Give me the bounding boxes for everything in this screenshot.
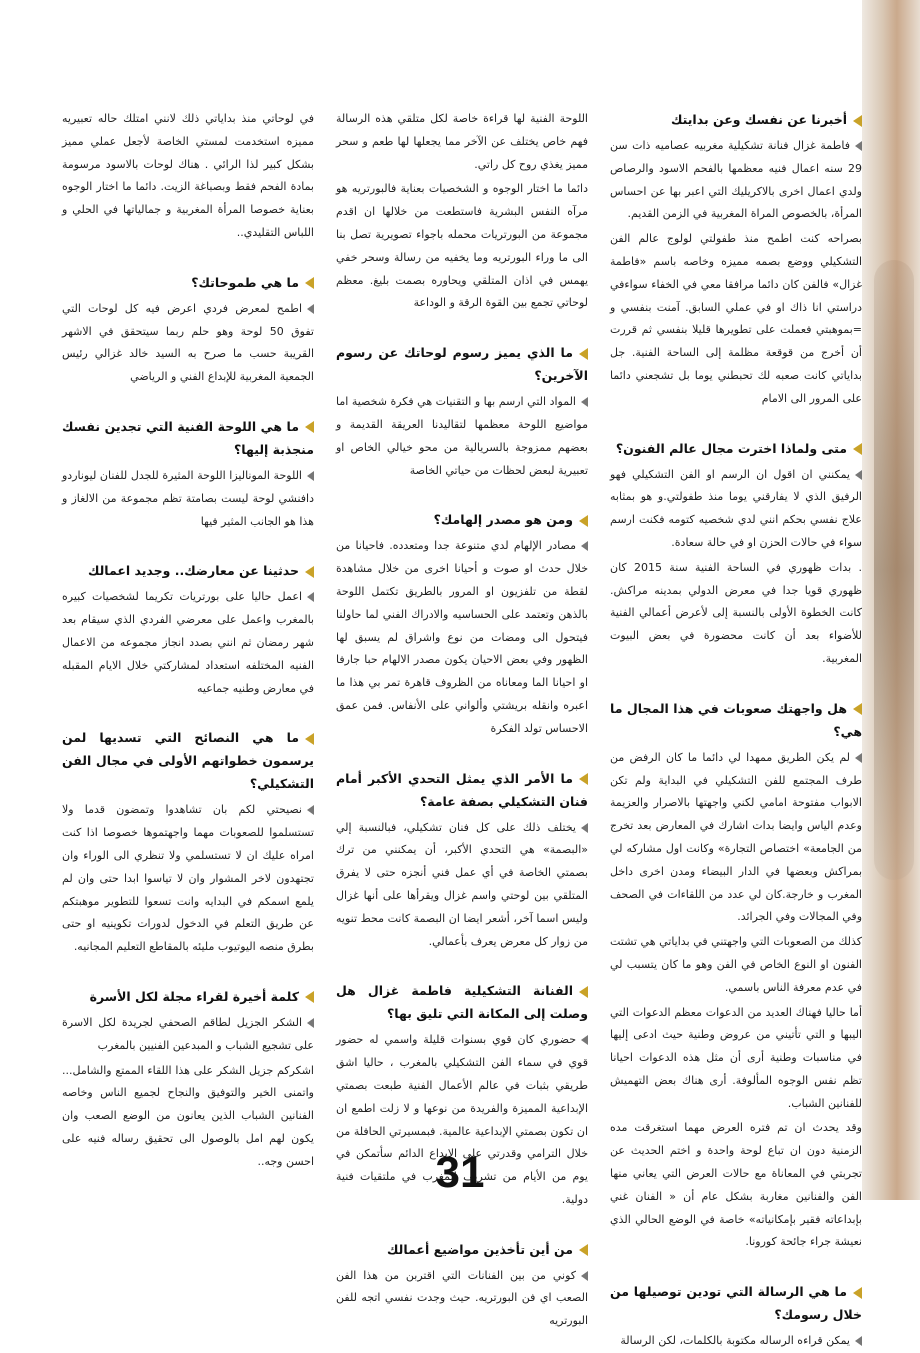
question-heading: أخبرنا عن نفسك وعن بدايتك bbox=[610, 108, 862, 131]
answer-paragraph: اللوحة الموناليزا اللوحة المثيرة للجدل للفنان ليوناردو دافنشي لوحة ليست بصامتة تظم مجموعة من الالغاز و هذا هو الجانب المثير فيها bbox=[62, 468, 314, 528]
qa-section bbox=[336, 767, 588, 954]
answer-paragraph: دائما ما اختار الوجوه و الشخصيات بعناية فالبورتريه هو مرآه النفس البشرية فاستطعت من خلالها ان اقدم مجموعة من البورتريات محمله باجواء تصويرية تصل بنا الى ما وراء البورتريه وما يخفيه من رسالة وسحر خفي يهمس في اذان المتلقي ويحاوره بصمت بليغ. معظم لوحاتي تجمع بين القوة الرقة و الوداعة bbox=[336, 182, 588, 310]
qa-section bbox=[610, 1280, 862, 1353]
qa-section bbox=[336, 508, 588, 740]
answer-paragraph: حضوري كان قوي بسنوات قليلة واسمي له حضور قوي في سماء الفن التشكيلي بالمغرب ، حاليا اشق طريقي بثبات في عالم الأعمال الفنية طبعت بصمتي الإبداعية المميزة والفريدة من نوعها و لا زلت اطمع ان ان تكون بصمتي الإبداعية عالمية. فبمسيرتي الحافلة من خلال الترامي وقدرتي على الإبداع الدائم سأتمكن في يوم من الأيام من تشريف المغرب في ملتقيات فنية دولية. bbox=[336, 1033, 588, 1206]
triangle-bullet-icon bbox=[305, 277, 314, 289]
qa-section bbox=[610, 108, 862, 411]
qa-section bbox=[336, 108, 588, 315]
triangle-bullet-icon bbox=[579, 348, 588, 360]
pointer-icon bbox=[855, 753, 862, 763]
answer-paragraph: اشكركم جزيل الشكر على هذا اللقاء الممتع والشامل... واتمنى الخير والتوفيق والنجاح لجميع الناس وخاصه الفنانين الشباب الذين يعانون من الوضع الصعب وان يكون لهم امل بالوصول الى تحقيق رساله فنيه على احسن وجه.. bbox=[62, 1063, 314, 1168]
question-heading: حدثينا عن معارضك.. وجديد اعمالك bbox=[62, 559, 314, 582]
qa-section bbox=[62, 415, 314, 533]
answer-paragraph: بصراحه كنت اطمح منذ طفولتي لولوج عالم الفن التشكيلي ووضع بصمه مميزه وخاصه باسم «فاطمة غزال» فالفن كان دائما مرافقا معي في الخفاء سواءفي دراستي انا ذاك او في عملي السابق. آمنت بنفسي و =بموهبتي فعملت على تطويرها قليلا بنفسي ثم قررت أن أخرج من قوقعة مظلمة إلى الساحة الفنية. جل بداياتي كانت صعبه لك تحبطني يوما بل تشجعني دائما على المرور الى الامام bbox=[610, 232, 862, 405]
qa-section bbox=[62, 108, 314, 245]
triangle-bullet-icon bbox=[305, 733, 314, 745]
answer-paragraph: الشكر الجزيل لطاقم الصحفي لجريدة لكل الاسرة على تشجيع الشباب و المبدعين الفنيين بالمغرب bbox=[62, 1015, 314, 1052]
triangle-bullet-icon bbox=[579, 515, 588, 527]
triangle-bullet-icon bbox=[579, 773, 588, 785]
question-heading: متى ولماذا اخترت مجال عالم الفنون؟ bbox=[610, 437, 862, 460]
question-heading: ما هي اللوحة الفنية التي تجدين نفسك منجذبة إليها؟ bbox=[62, 418, 314, 457]
question-heading: ما الأمر الذي يمثل التحدي الأكبر أمام فنان التشكيلي بصفة عامة؟ bbox=[336, 770, 588, 809]
answer-paragraph: يمكن قراءه الرساله مكتوبة بالكلمات، لكن الرسالة bbox=[610, 1330, 862, 1353]
question-heading: ما هي النصائح التي تسديها لمن يرسمون خطواتهم الأولى في مجال الفن التشكيلي؟ bbox=[62, 730, 314, 792]
triangle-bullet-icon bbox=[853, 115, 862, 127]
qa-section bbox=[62, 985, 314, 1174]
answer-paragraph: نصيحتي لكم بان تشاهدوا وتمضون قدما ولا تستسلموا للصعوبات مهما واجهتموها خصوصا اذا كنت امراه عليك ان لا تستسلمي ولا تنظري الى الوراء وان تجتهدون لاخر المشوار وان لا تياسوا ابدا حتى وان لم يلمع اسمكم في البدايه وانت تسعوا للتطوير موهبتكم عن طريق التعلم في الدخول لدورات تكوينيه او حتى بطرق منصه اليوتيوب مليئه بالمقاطع التعليم المجانيه. bbox=[62, 803, 314, 954]
answer-paragraph: يمكنني ان اقول ان الرسم او الفن التشكيلي فهو الرفيق الذي لا يفارقني يوما منذ طفولتي.و هو بمثابه علاج نفسي بحكم انني لدي شخصيه كتومه فكنت ارسم سواء في حالات الحزن او في حالة سعادة. bbox=[610, 467, 862, 549]
pointer-icon bbox=[307, 805, 314, 815]
pointer-icon bbox=[581, 1271, 588, 1281]
qa-section bbox=[62, 726, 314, 959]
pointer-icon bbox=[307, 471, 314, 481]
pointer-icon bbox=[581, 541, 588, 551]
question-heading: من أين تأخذين مواضيع أعمالك bbox=[336, 1238, 588, 1261]
question-heading: هل واجهتك صعوبات في هذا المجال ما هي؟ bbox=[610, 700, 862, 739]
triangle-bullet-icon bbox=[579, 986, 588, 998]
pointer-icon bbox=[855, 1336, 862, 1346]
answer-paragraph: اللوحة الفنية لها قراءة خاصة لكل متلقي هذه الرسالة فهم خاص يختلف عن الآخر مما يجعلها لها طعم و سحر مميز يغذي روح كل راتي. bbox=[336, 112, 588, 171]
pointer-icon bbox=[855, 470, 862, 480]
qa-section bbox=[62, 271, 314, 389]
answer-paragraph: لم يكن الطريق ممهدا لي دائما ما كان الرفض من طرف المجتمع للفن التشكيلي في البداية ولم تكن الابواب مفتوحة امامي لكني واجهتها بالاصرار والعزيمة وعدم الياس وايضا بدات اشارك في المعارض بعد تخرج من الجامعة» اختصاص التجارة» وكانت اول مشاركه لي بمراكش وبعضها في الدار البيضاء ومدن اخرى داخل المغرب و خارجة.كان لي عدد من اللقاءات في الصحف وفي المجالات وفي الجرائد. bbox=[610, 750, 862, 924]
answer-paragraph: أما حاليا فهناك العديد من الدعوات معظم الدعوات التي اليبها و التي تأتيني من عروض وطنية حيث ادعى إليها في مناسبات وطنية أرى أن مثل هذه الدعوات احيانا تظم نفس الوجوه المألوفة. أرى هناك بعض التهميش للفنانين الشباب. bbox=[610, 1005, 862, 1110]
answer-paragraph: . بدات ظهوري في الساحة الفنية سنة 2015 كان ظهوري قويا جدا في معرض الدولي بمدينه مراكش. كانت الخطوة الأولى بالنسبة إلى لأعرض أعمالي الفنية للأضواء بعد أن كانت محضورة في بعض البيوت المغربية. bbox=[610, 560, 862, 665]
answer-paragraph: كذلك من الصعوبات التي واجهتني في بداياتي هي تشتت الفنون او النوع الخاص في الفن وهو ما كان يتسبب لي في عدم معرفة الناس باسمي. bbox=[610, 935, 862, 994]
page-number: 31 bbox=[435, 1148, 485, 1197]
triangle-bullet-icon bbox=[853, 443, 862, 455]
triangle-bullet-icon bbox=[305, 566, 314, 578]
column-right bbox=[610, 108, 862, 1348]
qa-section bbox=[62, 559, 314, 700]
question-heading: ما هي طموحاتك؟ bbox=[62, 271, 314, 294]
pointer-icon bbox=[307, 1018, 314, 1028]
pointer-icon bbox=[855, 141, 862, 151]
pointer-icon bbox=[307, 592, 314, 602]
answer-paragraph: اطمح لمعرض فردي اعرض فيه كل لوحات التي تفوق 50 لوحة وهو حلم ربما سيتحقق في الاشهر القريبة حسب ما صرح به السيد خالد غزالي رئيس الجمعية المغربية للإبداع الفني و الرياضي bbox=[62, 301, 314, 384]
answer-paragraph: في لوحاتي منذ بداياتي ذلك لانني امتلك حاله تعبيريه مميزه استخدمت لمستي الخاصة لأجعل عملي مميز بشكل كبير لذا الرائي . هناك لوحات بالاسود مرسومة بمادة الفحم فقط وبصباغة الزيت. دائما ما اختار الوجوه بعناية خصوصا المرأة المغربية و جمالياتها في الحلي و اللباس التقليدي.. bbox=[62, 112, 314, 239]
answer-paragraph: المواد التي ارسم بها و التقنيات هي فكرة شخصية اما مواضيع اللوحة معظمها لتقاليدنا العريقة القديمة و بعضهم ممزوجة بالسريالية من محو خيالي الخاص او تعبيرية لبعض لحظات من حياتي الخاصة bbox=[336, 395, 588, 477]
triangle-bullet-icon bbox=[305, 421, 314, 433]
pointer-icon bbox=[307, 304, 314, 314]
column-left bbox=[62, 108, 314, 1168]
pointer-icon bbox=[581, 397, 588, 407]
question-heading: ومن هو مصدر إلهامك؟ bbox=[336, 508, 588, 531]
answer-paragraph: مصادر الإلهام لدي متنوعة جدا ومتعدده. فاحيانا من خلال حدث او صوت و أحيانا اخرى من خلال مشاهدة لقطة من تلفزيون او المرور بالطريق تكتمل اللوحة بالذهن وتعتمد على الحساسيه والادراك الفني لما حاولنا فيتحول الى ومضات من نوع واشراق لم يسبق لها الظهور وفي بعض الاحيان يكون مصدر الالهام حبا جارفا او احيانا الما ومعاناه من الظروف قاهرة تمر بي هذا ما اعبره وانقله بريشتي وألواني على الأنفاس. فمن عمق الاحساس تولد الفكرة bbox=[336, 539, 588, 735]
pointer-icon bbox=[581, 1035, 588, 1045]
qa-section bbox=[610, 437, 862, 671]
answer-paragraph: اعمل حاليا على بورتريات تكريما لشخصيات كبيره بالمغرب واعمل على معرضي الفردي الذي سيقام بعد شهر رمضان ثم انني بصدد انجاز مجموعه من الاعمال الفنيه المختلفه استعداد لمشاركتي خلال الايام المقبله في معارض وطنيه جماعيه bbox=[62, 590, 314, 695]
triangle-bullet-icon bbox=[853, 703, 862, 715]
triangle-bullet-icon bbox=[579, 1244, 588, 1256]
answer-paragraph: فاطمة غزال فنانة تشكيلية مغربيه عصاميه ذات سن 29 سنه اعمال فنيه معظمها بالفحم الاسود والرصاص ولدي اعمال اخرى بالاكريليك التي اعبر بها عن احساس المرأة، بالخصوص المراة المغربية في الزمن القديم. bbox=[610, 139, 862, 221]
answer-paragraph: يختلف ذلك على كل فنان تشكيلي، فبالنسبة إلي «البصمة» هي التحدي الأكبر، أن يمكنني من ترك بصمتي الخاصة في أي عمل فني أنجزه حتى لا يفرق المتلقي بين لوحتي واسم غزال ويقرأها على أنها غزال وليس اسما آخر، أشعر ايضا ان البصمة كانت محط تنويه من زوار كل معرض يعرف بأعمالي. bbox=[336, 820, 588, 948]
qa-section bbox=[336, 341, 588, 482]
question-heading: كلمة أخيرة لقراء مجلة لكل الأسرة bbox=[62, 985, 314, 1008]
question-heading: الفنانة التشكيلية فاطمة غزال هل وصلت إلى المكانة التي تليق بها؟ bbox=[336, 983, 588, 1022]
question-heading: ما الذي يميز رسوم لوحاتك عن رسوم الآخرين؟ bbox=[336, 345, 588, 384]
question-heading: ما هي الرسالة التي تودين توصيلها من خلال رسومك؟ bbox=[610, 1284, 862, 1323]
photo-shadow bbox=[874, 260, 914, 880]
triangle-bullet-icon bbox=[305, 991, 314, 1003]
pointer-icon bbox=[581, 823, 588, 833]
qa-section bbox=[336, 1238, 588, 1333]
background-photo-strip bbox=[862, 0, 920, 1200]
answer-paragraph: وقد يحدث ان تم فتره العرض مهما استغرقت مده الزمنية دون ان تباع لوحة واحدة و اختم الحديث عن تجربتي في المعاناة مع حالات العرض التي يعاني منها الفن والفنانين مغاربة بشكل عام أن « الفنان غني بإبداعاته فقير بإمكانياته» خاصة في الوضع الحالي الذي نعيشة جراء جائحة كورونا. bbox=[610, 1121, 862, 1249]
answer-paragraph: كوني من بين الفنانات التي اقتربن من هذا الفن الصعب اي فن البورتريه. حيث وجدت نفسي اتجه للفن البورتريه bbox=[336, 1268, 588, 1328]
triangle-bullet-icon bbox=[853, 1287, 862, 1299]
